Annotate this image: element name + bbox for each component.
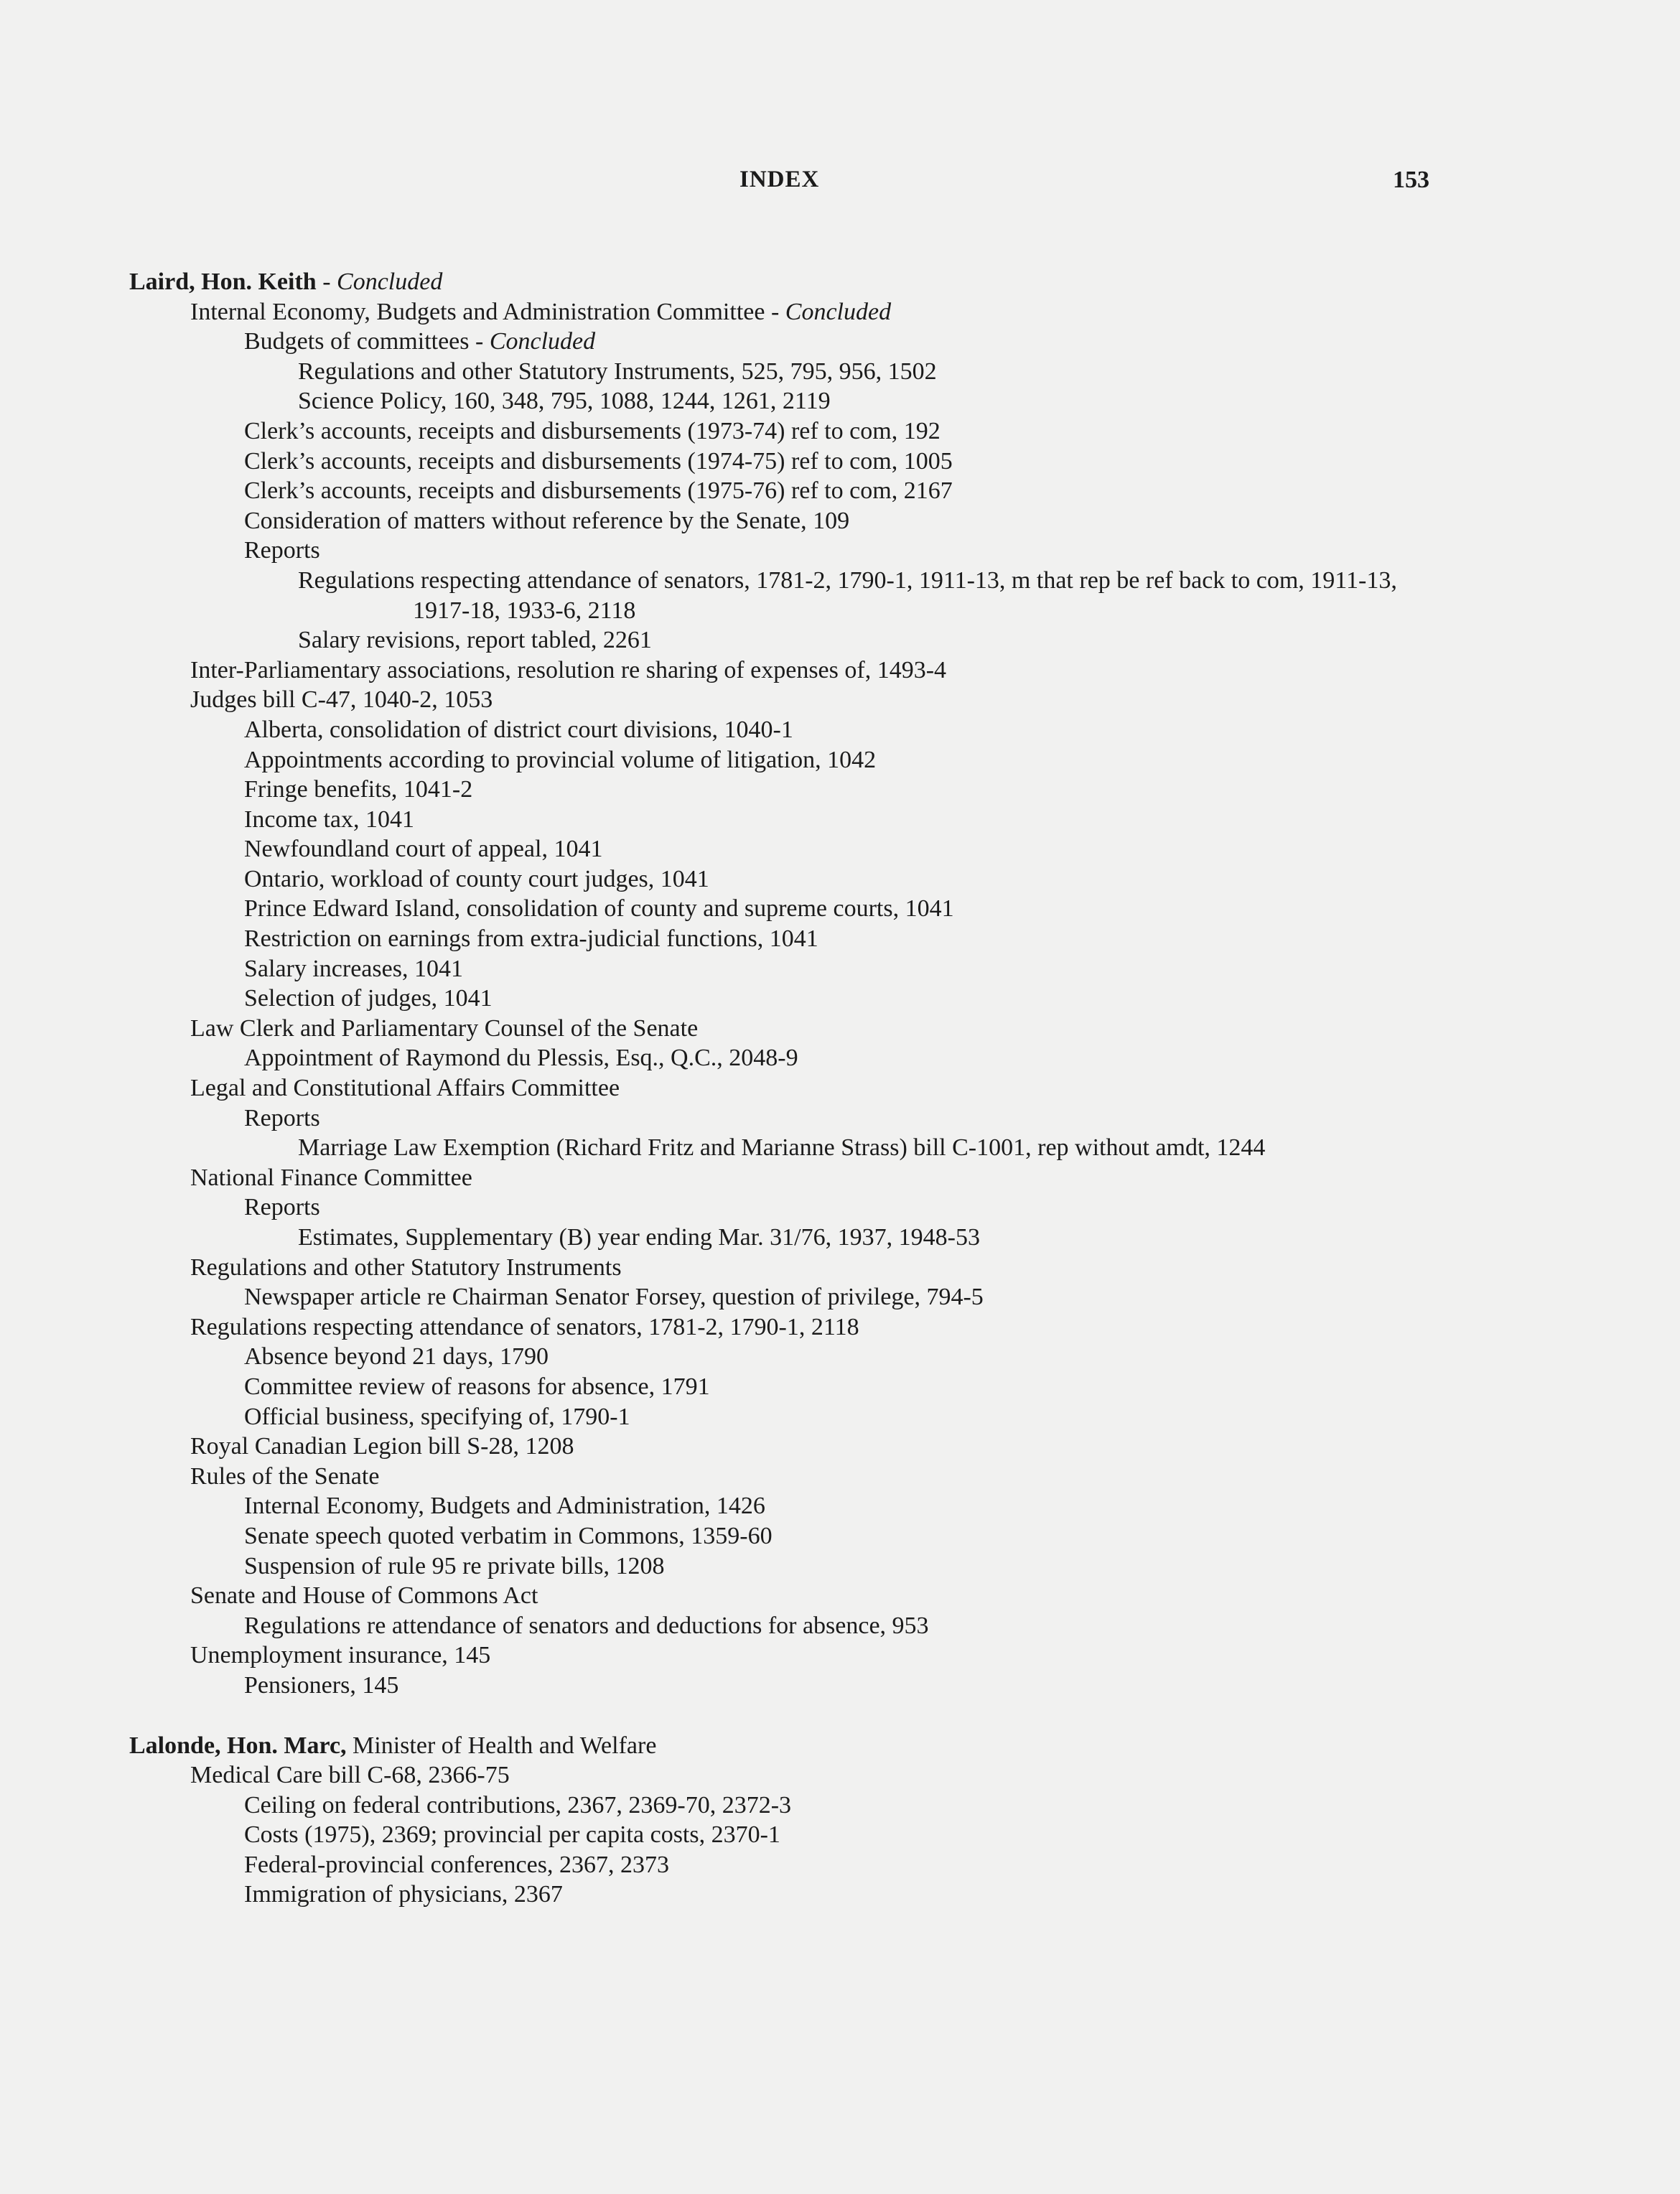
entry-text: Reports [244, 1194, 320, 1221]
entry-text: Appointment of Raymond du Plessis, Esq., Q.C., 2048-9 [244, 1045, 798, 1072]
entry-text: Rules of the Senate [190, 1462, 380, 1490]
entry-text: Pensioners, 145 [244, 1671, 399, 1699]
index-entry [129, 536, 1443, 566]
index-entry [129, 1312, 1443, 1343]
index-entry [129, 1640, 1443, 1671]
entry-text: Alberta, consolidation of district court divisions, 1040-1 [244, 716, 793, 743]
index-entry [129, 1073, 1443, 1103]
index-entry [129, 1043, 1443, 1073]
index-entry [129, 1372, 1443, 1402]
index-entry [129, 1671, 1443, 1701]
index-entry [129, 1462, 1443, 1492]
entry-text: Clerk’s accounts, receipts and disbursements (1973-74) ref to com, 192 [244, 417, 941, 444]
index-entry [129, 447, 1443, 477]
entry-text: Reports [244, 1104, 320, 1131]
entry-text: Regulations and other Statutory Instruments, 525, 795, 956, 1502 [298, 358, 937, 385]
index-entry [129, 894, 1443, 924]
index-entry [129, 924, 1443, 954]
entry-text: Official business, specifying of, 1790-1 [244, 1403, 630, 1430]
entry-text: National Finance Committee [190, 1164, 472, 1191]
page-number: 153 [1393, 167, 1429, 193]
entry-text: Regulations respecting attendance of senators, 1781-2, 1790-1, 1911-13, m that rep be ref back to com, 1911-13, 1917-18, 1933-6, 2118 [298, 566, 1397, 624]
entry-name: Laird, Hon. Keith [129, 269, 317, 295]
index-entry [129, 476, 1443, 506]
index-entry [129, 984, 1443, 1014]
entry-text: Appointments according to provincial volume of litigation, 1042 [244, 746, 877, 773]
entry-spacer [129, 1701, 1443, 1731]
entry-text: Income tax, 1041 [244, 806, 414, 833]
entry-text: Unemployment insurance, 145 [190, 1642, 491, 1669]
entry-continuation: Concluded [489, 328, 596, 355]
entry-text: Regulations respecting attendance of senators, 1781-2, 1790-1, 2118 [190, 1313, 859, 1340]
index-entry [129, 1791, 1443, 1821]
entry-text: Fringe benefits, 1041-2 [244, 776, 473, 803]
entry-text: Newspaper article re Chairman Senator Forsey, question of privilege, 794-5 [244, 1284, 984, 1311]
entry-text: Ceiling on federal contributions, 2367, 2369-70, 2372-3 [244, 1791, 792, 1819]
index-entry [129, 1014, 1443, 1044]
entry-text: Prince Edward Island, consolidation of county and supreme courts, 1041 [244, 895, 954, 923]
index-entry [129, 1342, 1443, 1372]
index-entry [129, 1850, 1443, 1880]
entry-text: Ontario, workload of county court judges, 1041 [244, 865, 709, 892]
page-header-title: INDEX [739, 167, 820, 192]
index-entry [129, 1223, 1443, 1253]
entry-text: Suspension of rule 95 re private bills, 1208 [244, 1552, 665, 1579]
index-entry [129, 745, 1443, 775]
index-entry [129, 805, 1443, 835]
entry-text: Clerk’s accounts, receipts and disbursements (1975-76) ref to com, 2167 [244, 477, 953, 505]
index-entry [129, 685, 1443, 715]
index-entry [129, 297, 1443, 327]
index-entry [129, 357, 1443, 387]
entry-text: Senate and House of Commons Act [190, 1582, 538, 1610]
entry-text: Estimates, Supplementary (B) year ending Mar. 31/76, 1937, 1948-53 [298, 1224, 980, 1251]
index-entry [129, 1551, 1443, 1582]
index-entry [129, 1491, 1443, 1521]
index-entry [129, 1432, 1443, 1462]
index-entry [129, 327, 1443, 357]
entry-text: Science Policy, 160, 348, 795, 1088, 1244, 1261, 2119 [298, 388, 831, 415]
index-entry [129, 1611, 1443, 1641]
entry-text: Law Clerk and Parliamentary Counsel of the Senate [190, 1014, 699, 1042]
index-entry [129, 864, 1443, 895]
entry-text: Salary revisions, report tabled, 2261 [298, 627, 652, 654]
entry-text: Royal Canadian Legion bill S-28, 1208 [190, 1433, 574, 1460]
entry-text: Inter-Parliamentary associations, resolution re sharing of expenses of, 1493-4 [190, 656, 947, 683]
index-entry [129, 1163, 1443, 1193]
index-entry [129, 954, 1443, 984]
index-entry [129, 1192, 1443, 1223]
entry-text: Marriage Law Exemption (Richard Fritz and Marianne Strass) bill C-1001, rep without amdt, 1244 [298, 1134, 1266, 1162]
entry-text: Internal Economy, Budgets and Administration, 1426 [244, 1493, 765, 1520]
index-entry [129, 386, 1443, 416]
entry-text: Immigration of physicians, 2367 [244, 1881, 563, 1908]
entry-text: Costs (1975), 2369; provincial per capita costs, 2370-1 [244, 1821, 780, 1849]
index-entry [129, 416, 1443, 447]
index-entry [129, 625, 1443, 655]
index-entry [129, 1103, 1443, 1134]
entry-text: Legal and Constitutional Affairs Committee [190, 1075, 620, 1102]
entry-text: Minister of Health and Welfare [346, 1732, 657, 1759]
entry-text: Restriction on earnings from extra-judicial functions, 1041 [244, 925, 818, 953]
entry-text: Regulations and other Statutory Instruments [190, 1254, 622, 1281]
index-entry [129, 775, 1443, 805]
entry-text: - [316, 269, 337, 295]
index-entries [129, 267, 1443, 1910]
entry-text: Reports [244, 537, 320, 564]
entry-continuation: Concluded [785, 298, 892, 325]
index-entry [129, 1880, 1443, 1910]
entry-text: Senate speech quoted verbatim in Commons, 1359-60 [244, 1522, 773, 1549]
entry-text: Clerk’s accounts, receipts and disbursements (1974-75) ref to com, 1005 [244, 447, 953, 475]
entry-text: Committee review of reasons for absence, 1791 [244, 1373, 710, 1400]
entry-text: Salary increases, 1041 [244, 955, 463, 982]
index-entry [129, 834, 1443, 864]
index-heading [129, 267, 1443, 297]
index-entry [129, 1820, 1443, 1850]
index-entry [129, 1402, 1443, 1432]
index-entry [129, 1581, 1443, 1611]
index-entry [129, 506, 1443, 536]
index-heading [129, 1731, 1443, 1761]
entry-text: Regulations re attendance of senators and deductions for absence, 953 [244, 1612, 929, 1639]
entry-text: Judges bill C-47, 1040-2, 1053 [190, 686, 493, 714]
entry-text: Medical Care bill C-68, 2366-75 [190, 1762, 510, 1789]
index-entry [129, 1133, 1443, 1163]
entry-text: Federal-provincial conferences, 2367, 2373 [244, 1851, 669, 1878]
entry-continuation: Concluded [337, 269, 443, 295]
index-entry [129, 566, 1443, 625]
entry-text: Internal Economy, Budgets and Administration Committee - [190, 298, 785, 325]
index-entry [129, 1760, 1443, 1791]
index-entry [129, 1253, 1443, 1283]
entry-name: Lalonde, Hon. Marc, [129, 1732, 347, 1759]
index-entry [129, 655, 1443, 686]
entry-text: Budgets of committees - [244, 328, 490, 355]
entry-text: Consideration of matters without reference by the Senate, 109 [244, 507, 850, 534]
index-entry [129, 1282, 1443, 1312]
entry-text: Newfoundland court of appeal, 1041 [244, 836, 603, 863]
index-entry [129, 715, 1443, 745]
entry-text: Absence beyond 21 days, 1790 [244, 1343, 549, 1371]
index-entry [129, 1521, 1443, 1551]
entry-text: Selection of judges, 1041 [244, 985, 493, 1012]
